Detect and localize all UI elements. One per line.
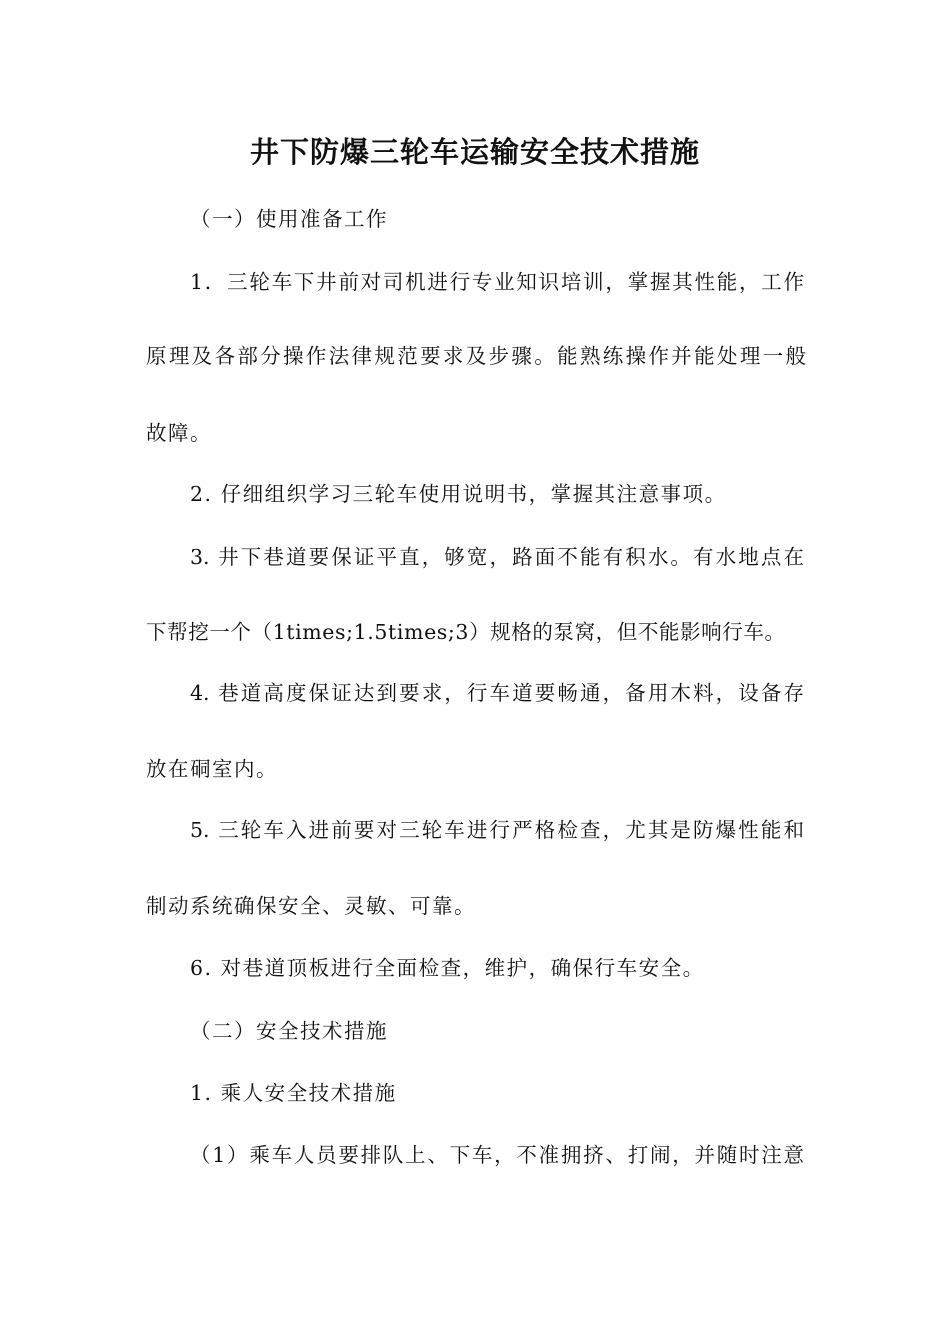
subsection-heading: 1. 乘人安全技术措施 bbox=[190, 1081, 397, 1105]
paragraph-line: （1）乘车人员要排队上、下车，不准拥挤、打闹，并随时注意 bbox=[190, 1143, 804, 1167]
paragraph-line: 5. 三轮车入进前要对三轮车进行严格检查，尤其是防爆性能和 bbox=[190, 818, 804, 842]
paragraph-line: 4. 巷道高度保证达到要求，行车道要畅通，备用木料，设备存 bbox=[190, 681, 804, 705]
paragraph-line: 制动系统确保安全、灵敏、可靠。 bbox=[146, 894, 476, 918]
paragraph-line: 3. 井下巷道要保证平直，够宽，路面不能有积水。有水地点在 bbox=[190, 545, 804, 569]
document-title: 井下防爆三轮车运输安全技术措施 bbox=[249, 135, 700, 169]
paragraph-line: 故障。 bbox=[146, 421, 212, 445]
paragraph-line: 下帮挖一个（1times;1.5times;3）规格的泵窝，但不能影响行车。 bbox=[146, 620, 786, 644]
paragraph-line: 1．三轮车下井前对司机进行专业知识培训，掌握其性能，工作 bbox=[190, 270, 804, 294]
section-heading-safety: （二）安全技术措施 bbox=[190, 1019, 388, 1043]
paragraph-line: 原理及各部分操作法律规范要求及步骤。能熟练操作并能处理一般 bbox=[146, 344, 806, 368]
paragraph-line: 2. 仔细组织学习三轮车使用说明书，掌握其注意事项。 bbox=[190, 482, 727, 506]
paragraph-line: 6. 对巷道顶板进行全面检查，维护，确保行车安全。 bbox=[190, 956, 705, 980]
section-heading-preparation: （一）使用准备工作 bbox=[190, 207, 388, 231]
paragraph-line: 放在硐室内。 bbox=[146, 757, 278, 781]
